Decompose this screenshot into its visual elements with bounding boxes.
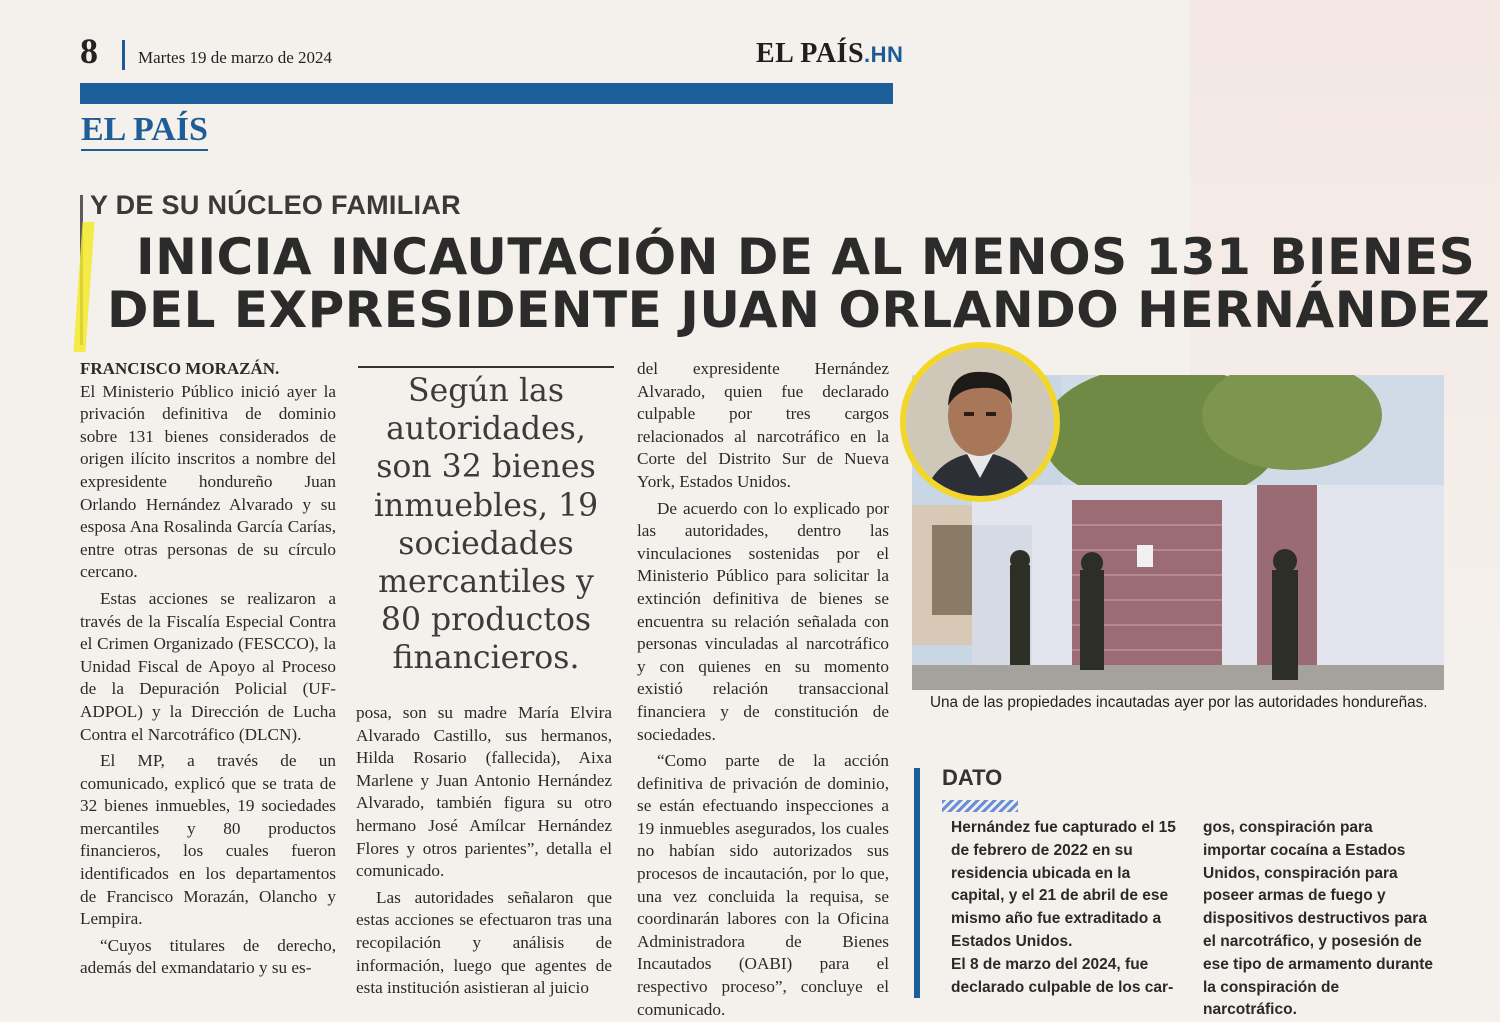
paragraph: El MP, a través de un comunicado, explicó que se trata de 32 bienes inmuebles, 19 sociedades mercantiles y 80 productos financieros, los cuales fueron identificados en los departamentos de Francisco Morazán, Olancho y Lempira.: [80, 751, 336, 929]
highlighter-mark: [73, 222, 94, 352]
dato-paragraph: Hernández fue capturado el 15 de febrero de 2022 en su residencia ubicada en la capital, y el 21 de abril de ese mismo año fue extraditado a Estados Unidos.: [951, 819, 1176, 950]
dato-column-1: [951, 817, 1177, 999]
paragraph: “Como parte de la acción definitiva de privación de dominio, se están efectuando inspecciones a 19 inmuebles asegurados, los cuales no habían sido autorizados sus procesos de incautación, por lo que, una vez concluida la requisa, se coordinarán labores con la Oficina Administradora de Bienes Incautados (OABI) para el respectivo proceso”, concluye el comunicado.: [637, 751, 889, 1019]
headline-line-1: INICIA INCAUTACIÓN DE AL MENOS 131 BIENES: [136, 228, 1476, 286]
paragraph: De acuerdo con lo explicado por las autoridades, dentro las vinculaciones sostenidas por el Ministerio Público para solicitar la extinción definitiva de bienes se encuentra su relación señalada con personas vinculadas al narcotráfico y con quienes en su momento existió relación transaccional financiera y de constitución de sociedades.: [637, 498, 889, 744]
dato-title: DATO: [942, 765, 1003, 790]
paragraph: Las autoridades señalaron que estas acciones se efectuaron tras una recopilación y análisis de información, luego que agentes de esta institución asistieran al juicio: [356, 887, 612, 998]
page-number: 8: [80, 31, 98, 71]
paragraph: FRANCISCO MORAZÁN. El Ministerio Público inició ayer la privación definitiva de dominio sobre 131 bienes considerados de origen ilícito inscritos a nombre del expresidente hondureño Juan Orlando Hernández Alvarado y su esposa Ana Rosalinda García Carías, entre otras personas de su círculo cercano.: [80, 359, 336, 582]
issue-date: Martes 19 de marzo de 2024: [138, 48, 333, 67]
headline-line-2: DEL EXPRESIDENTE JUAN ORLANDO HERNÁNDEZ: [107, 281, 1491, 339]
byline: FRANCISCO MORAZÁN.: [80, 359, 280, 378]
header-color-bar: [80, 83, 893, 104]
paragraph: Estas acciones se realizaron a través de la Fiscalía Especial Contra el Crimen Organizado (FESCCO), la Unidad Fiscal de Apoyo al Proceso de la Depuración Policial (UF-ADPOL) y la Dirección de Lucha Contra el Narcotráfico (DLCN).: [80, 588, 336, 744]
dato-paragraph: El 8 de marzo del 2024, fue declarado culpable de los car-: [951, 955, 1174, 996]
portrait-illustration: [906, 348, 1054, 496]
pull-quote: Según las autoridades, son 32 bienes inmuebles, 19 sociedades mercantiles y 80 productos financieros.: [373, 373, 599, 677]
article-column-1: [80, 358, 336, 980]
header-separator: [122, 40, 125, 70]
brand-suffix: .HN: [864, 42, 904, 67]
dato-column-2: [1203, 817, 1435, 1022]
pull-quote-rule: [358, 366, 614, 368]
dato-stripe-decoration: [942, 800, 1018, 812]
newspaper-brand: [756, 38, 903, 70]
photo-caption: Una de las propiedades incautadas ayer por las autoridades hondureñas.: [930, 694, 1428, 711]
article-column-2: [356, 702, 612, 1000]
section-label: EL PAÍS: [81, 111, 208, 151]
article-column-3: [637, 358, 889, 1021]
paragraph: posa, son su madre María Elvira Alvarado Castillo, sus hermanos, Hilda Rosario (fallecida), Aixa Marlene y Juan Antonio Hernández Alvarado, también figura su otro hermano José Amílcar Hernández Flores y otros parientes”, detalla el comunicado.: [356, 703, 612, 881]
dato-rule: [914, 768, 920, 998]
paragraph: “Cuyos titulares de derecho, además del exmandatario y su es-: [80, 935, 336, 978]
article-kicker: Y DE SU NÚCLEO FAMILIAR: [90, 190, 461, 220]
portrait-photo: [900, 342, 1060, 502]
dato-paragraph: gos, conspiración para importar cocaína a Estados Unidos, conspiración para poseer armas de fuego y dispositivos destructivos para el narcotráfico, y posesión de ese tipo de armamento durante la conspiración de narcotráfico.: [1203, 819, 1433, 1019]
paragraph: del expresidente Hernández Alvarado, quien fue declarado culpable por tres cargos relacionados al narcotráfico en la Corte del Distrito Sur de Nueva York, Estados Unidos.: [637, 359, 889, 491]
brand-name: EL PAÍS: [756, 38, 865, 69]
